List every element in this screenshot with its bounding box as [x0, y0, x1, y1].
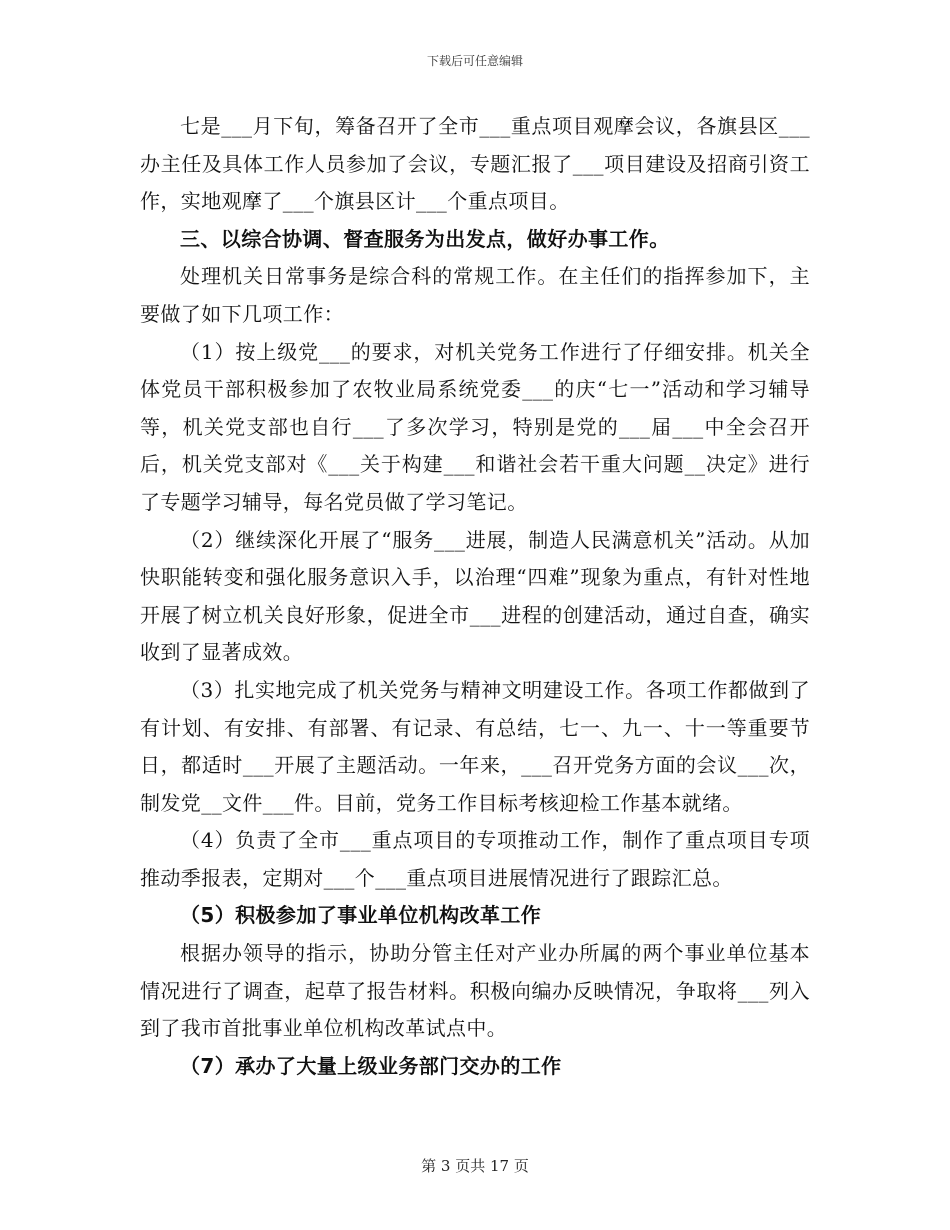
paragraph-item-4: （4）负责了全市___重点项目的专项推动工作，制作了重点项目专项推动季报表，定期对___个___重点项目进展情况进行了跟踪汇总。 — [140, 828, 810, 890]
paragraph-item-5-body: 根据办领导的指示，协助分管主任对产业办所属的两个事业单位基本情况进行了调查，起草了报告材料。积极向编办反映情况，争取将___列入到了我市首批事业单位机构改革试点中。 — [140, 941, 810, 1041]
subheading-item-7: （7）承办了大量上级业务部门交办的工作 — [180, 1053, 562, 1078]
page-footer: 第 3 页共 17 页 — [421, 1157, 529, 1175]
paragraph-item-2: （2）继续深化开展了“服务___进展，制造人民满意机关”活动。从加快职能转变和强化服务意识入手，以治理“四难”现象为重点，有针对性地开展了树立机关良好形象，促进全市___进程的创建活动，通过自查，确实收到了显著成效。 — [140, 527, 810, 665]
paragraph-item-1: （1）按上级党___的要求，对机关党务工作进行了仔细安排。机关全体党员干部积极参加了农牧业局系统党委___的庆“七一”活动和学习辅导等，机关党支部也自行___了多次学习，特别是党的___届___中全会召开后，机关党支部对《___关于构建___和谐社会若干重大问题__决定》进行了专题学习辅导，每名党员做了学习笔记。 — [140, 339, 810, 514]
page-header: 下载后可任意编辑 — [426, 54, 523, 68]
document-body — [140, 108, 810, 1085]
subheading-item-5: （5）积极参加了事业单位机构改革工作 — [180, 903, 542, 928]
paragraph-item-3: （3）扎实地完成了机关党务与精神文明建设工作。各项工作都做到了有计划、有安排、有部署、有记录、有总结，七一、九一、十一等重要节日，都适时___开展了主题活动。一年来，___召开党务方面的会议___次，制发党__文件___件。目前，党务工作目标考核迎检工作基本就绪。 — [140, 677, 810, 815]
paragraph-seventh-item: 七是___月下旬，筹备召开了全市___重点项目观摩会议，各旗县区___办主任及具体工作人员参加了会议，专题汇报了___项目建设及招商引资工作，实地观摩了___个旗县区计___个重点项目。 — [140, 114, 810, 214]
paragraph-intro: 处理机关日常事务是综合科的常规工作。在主任们的指挥参加下，主要做了如下几项工作： — [140, 264, 810, 326]
section-heading-three: 三、以综合协调、督查服务为出发点，做好办事工作。 — [180, 226, 670, 251]
